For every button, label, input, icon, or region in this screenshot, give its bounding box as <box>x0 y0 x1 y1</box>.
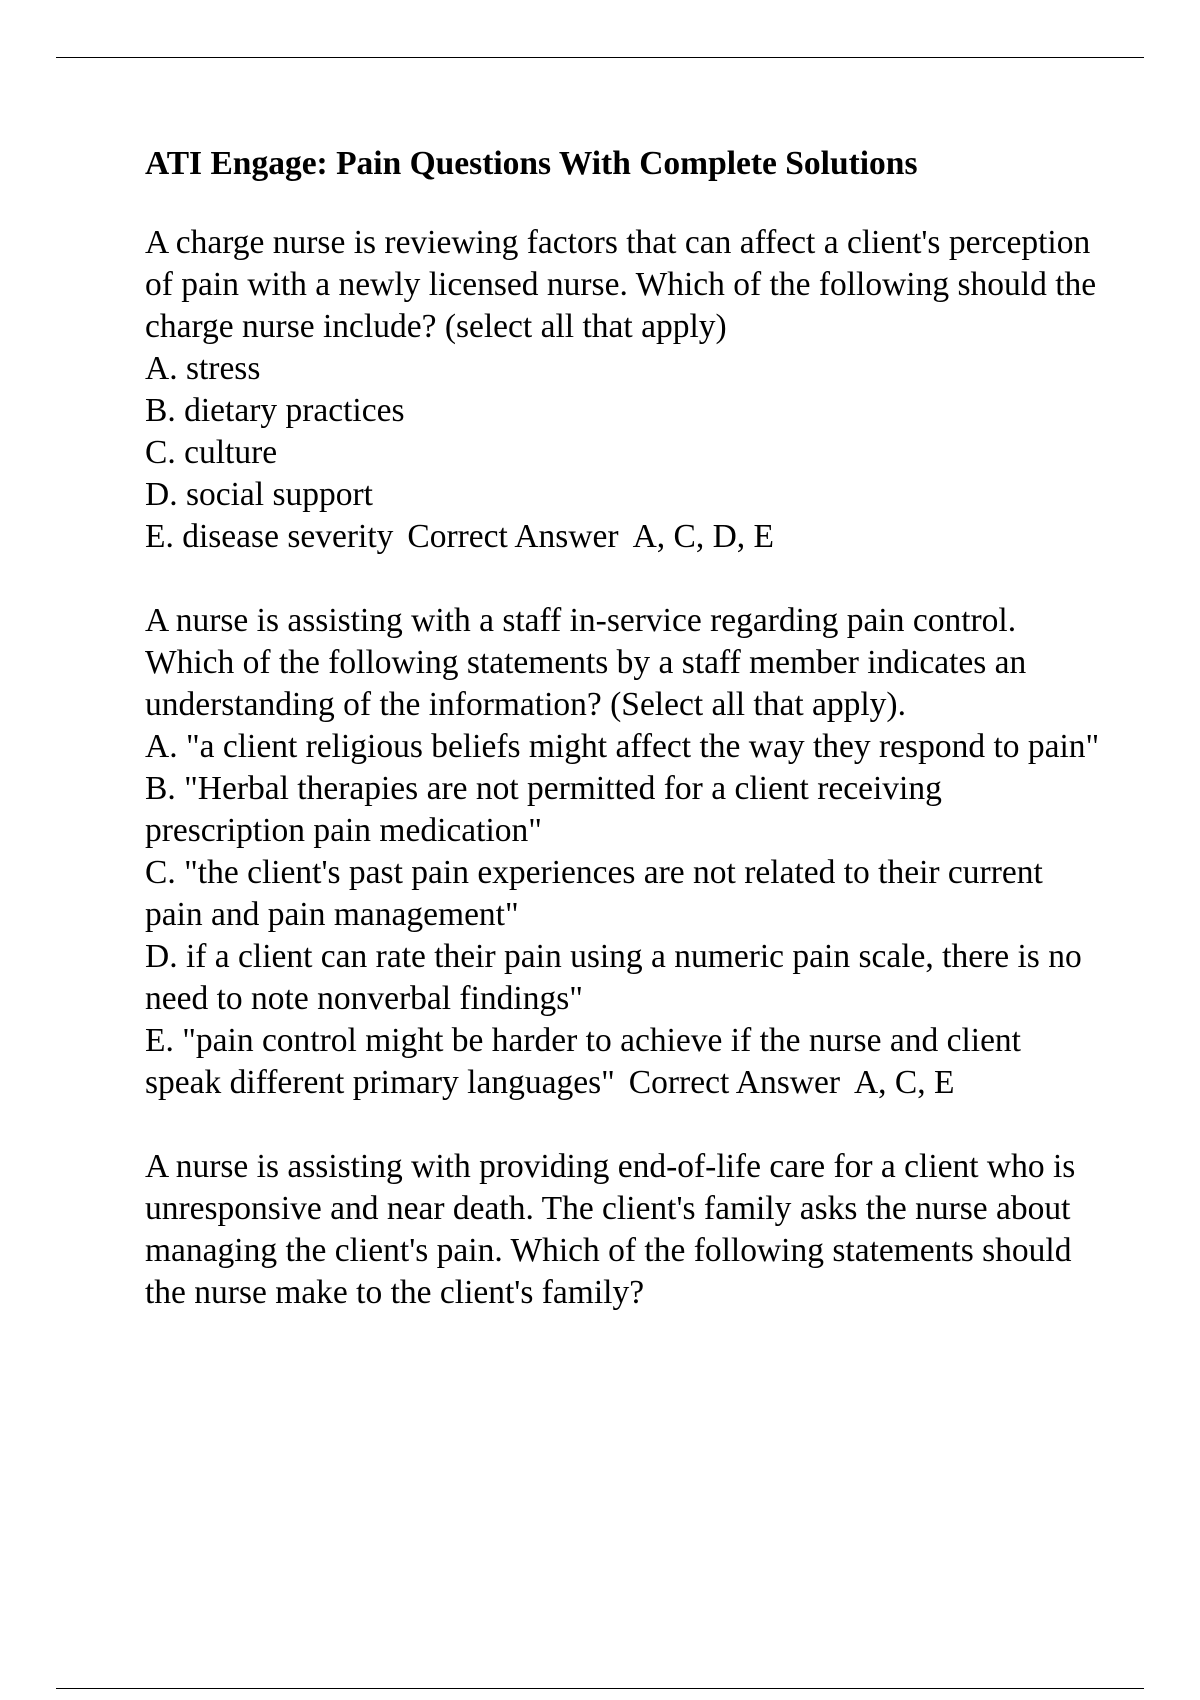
top-divider <box>56 57 1144 58</box>
question-1-option-d: D. social support <box>145 476 373 513</box>
question-3 <box>145 1146 1105 1314</box>
question-1-answer: A, C, D, E <box>632 518 775 555</box>
question-3-stem: A nurse is assisting with providing end-of-life care for a client who is unresponsive and near death. The client's family asks the nurse about managing the client's pain. Which of the following statements should the nurse make to the client's family? <box>145 1148 1076 1311</box>
question-2-answer: A, C, E <box>853 1064 955 1101</box>
question-2-answer-label: Correct Answer <box>628 1064 840 1101</box>
question-1-option-b: B. dietary practices <box>145 392 405 429</box>
question-2-stem: A nurse is assisting with a staff in-service regarding pain control. Which of the following statements by a staff member indicates an understanding of the information? (Select all that apply). <box>145 602 1027 723</box>
document-body <box>145 143 1105 1356</box>
question-2-option-e: E. "pain control might be harder to achieve if the nurse and client speak different primary languages" <box>145 1022 1021 1101</box>
question-1-option-e-with-answer <box>145 516 1105 558</box>
question-1-stem: A charge nurse is reviewing factors that can affect a client's perception of pain with a newly licensed nurse. Which of the following should the charge nurse include? (select all that apply) <box>145 224 1097 345</box>
question-2-option-b: B. "Herbal therapies are not permitted for a client receiving prescription pain medication" <box>145 770 942 849</box>
question-1-option-e: E. disease severity <box>145 518 394 555</box>
question-2-option-a: A. "a client religious beliefs might affect the way they respond to pain" <box>145 728 1100 765</box>
question-1-option-a: A. stress <box>145 350 261 387</box>
document-title: ATI Engage: Pain Questions With Complete Solutions <box>145 145 918 182</box>
question-2 <box>145 600 1105 1104</box>
question-2-option-e-with-answer <box>145 1020 1105 1104</box>
bottom-divider <box>56 1688 1144 1689</box>
question-2-option-d: D. if a client can rate their pain using a numeric pain scale, there is no need to note nonverbal findings" <box>145 938 1082 1017</box>
question-2-option-c: C. "the client's past pain experiences are not related to their current pain and pain management" <box>145 854 1043 933</box>
question-1-option-c: C. culture <box>145 434 278 471</box>
question-1-answer-label: Correct Answer <box>407 518 619 555</box>
question-1 <box>145 222 1105 558</box>
